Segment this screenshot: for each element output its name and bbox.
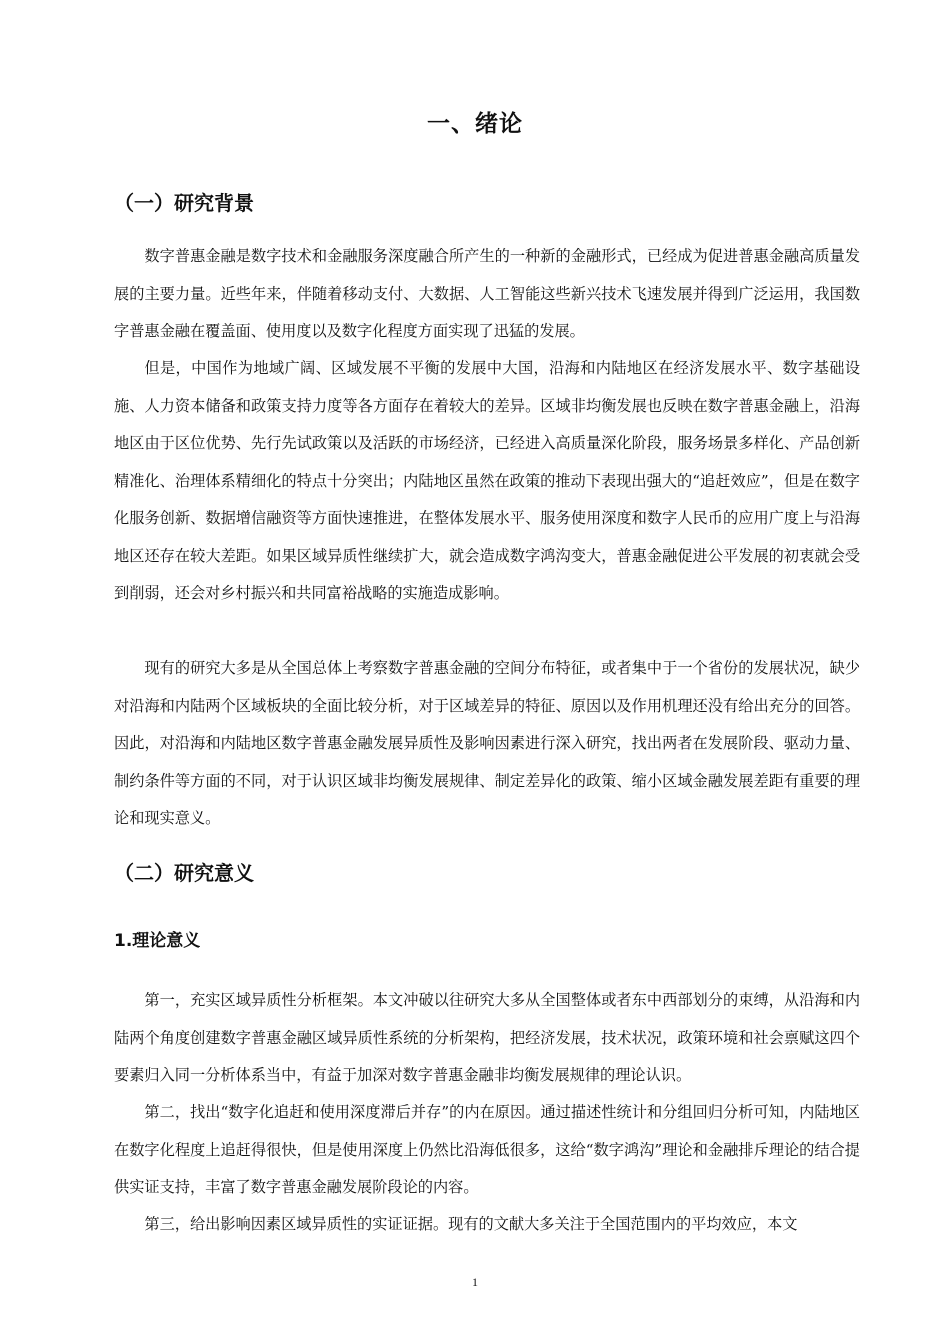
section-heading-background: （一）研究背景 xyxy=(114,191,254,215)
paragraph: 数字普惠金融是数字技术和金融服务深度融合所产生的一种新的金融形式，已经成为促进普惠金融高质量发展的主要力量。近些年来，伴随着移动支付、大数据、人工智能这些新兴技术飞速发展并得到广泛运用，我国数字普惠金融在覆盖面、使用度以及数字化程度方面实现了迅猛的发展。 xyxy=(114,247,860,340)
paragraph: 第一，充实区域异质性分析框架。本文冲破以往研究大多从全国整体或者东中西部划分的束缚，从沿海和内陆两个角度创建数字普惠金融区域异质性系统的分析架构，把经济发展，技术状况，政策环境和社会禀赋这四个要素归入同一分析体系当中，有益于加深对数字普惠金融非均衡发展规律的理论认识。 xyxy=(114,991,860,1084)
paragraph: 现有的研究大多是从全国总体上考察数字普惠金融的空间分布特征，或者集中于一个省份的发展状况，缺少对沿海和内陆两个区域板块的全面比较分析，对于区域差异的特征、原因以及作用机理还没有给出充分的回答。因此，对沿海和内陆地区数字普惠金融发展异质性及影响因素进行深入研究，找出两者在发展阶段、驱动力量、制约条件等方面的不同，对于认识区域非均衡发展规律、制定差异化的政策、缩小区域金融发展差距有重要的理论和现实意义。 xyxy=(114,659,860,827)
page-number: 1 xyxy=(472,1275,478,1289)
paragraph: 第三，给出影响因素区域异质性的实证证据。现有的文献大多关注于全国范围内的平均效应，本文 xyxy=(144,1215,798,1233)
paragraph: 第二，找出“数字化追赶和使用深度滞后并存”的内在原因。通过描述性统计和分组回归分析可知，内陆地区在数字化程度上追赶得很快，但是使用深度上仍然比沿海低很多，这给“数字鸿沟”理论和金融排斥理论的结合提供实证支持，丰富了数字普惠金融发展阶段论的内容。 xyxy=(114,1103,860,1196)
paragraph: 但是，中国作为地域广阔、区域发展不平衡的发展中大国，沿海和内陆地区在经济发展水平、数字基础设施、人力资本储备和政策支持力度等各方面存在着较大的差异。区域非均衡发展也反映在数字普惠金融上，沿海地区由于区位优势、先行先试政策以及活跃的市场经济，已经进入高质量深化阶段，服务场景多样化、产品创新精准化、治理体系精细化的特点十分突出；内陆地区虽然在政策的推动下表现出强大的“追赶效应”，但是在数字化服务创新、数据增信融资等方面快速推进，在整体发展水平、服务使用深度和数字人民币的应用广度上与沿海地区还存在较大差距。如果区域异质性继续扩大，就会造成数字鸿沟变大，普惠金融促进公平发展的初衷就会受到削弱，还会对乡村振兴和共同富裕战略的实施造成影响。 xyxy=(114,359,860,602)
subsection-heading-theoretical: 1.理论意义 xyxy=(114,931,201,951)
section-heading-significance: （二）研究意义 xyxy=(114,861,254,885)
chapter-title: 一、绪论 xyxy=(427,111,523,137)
